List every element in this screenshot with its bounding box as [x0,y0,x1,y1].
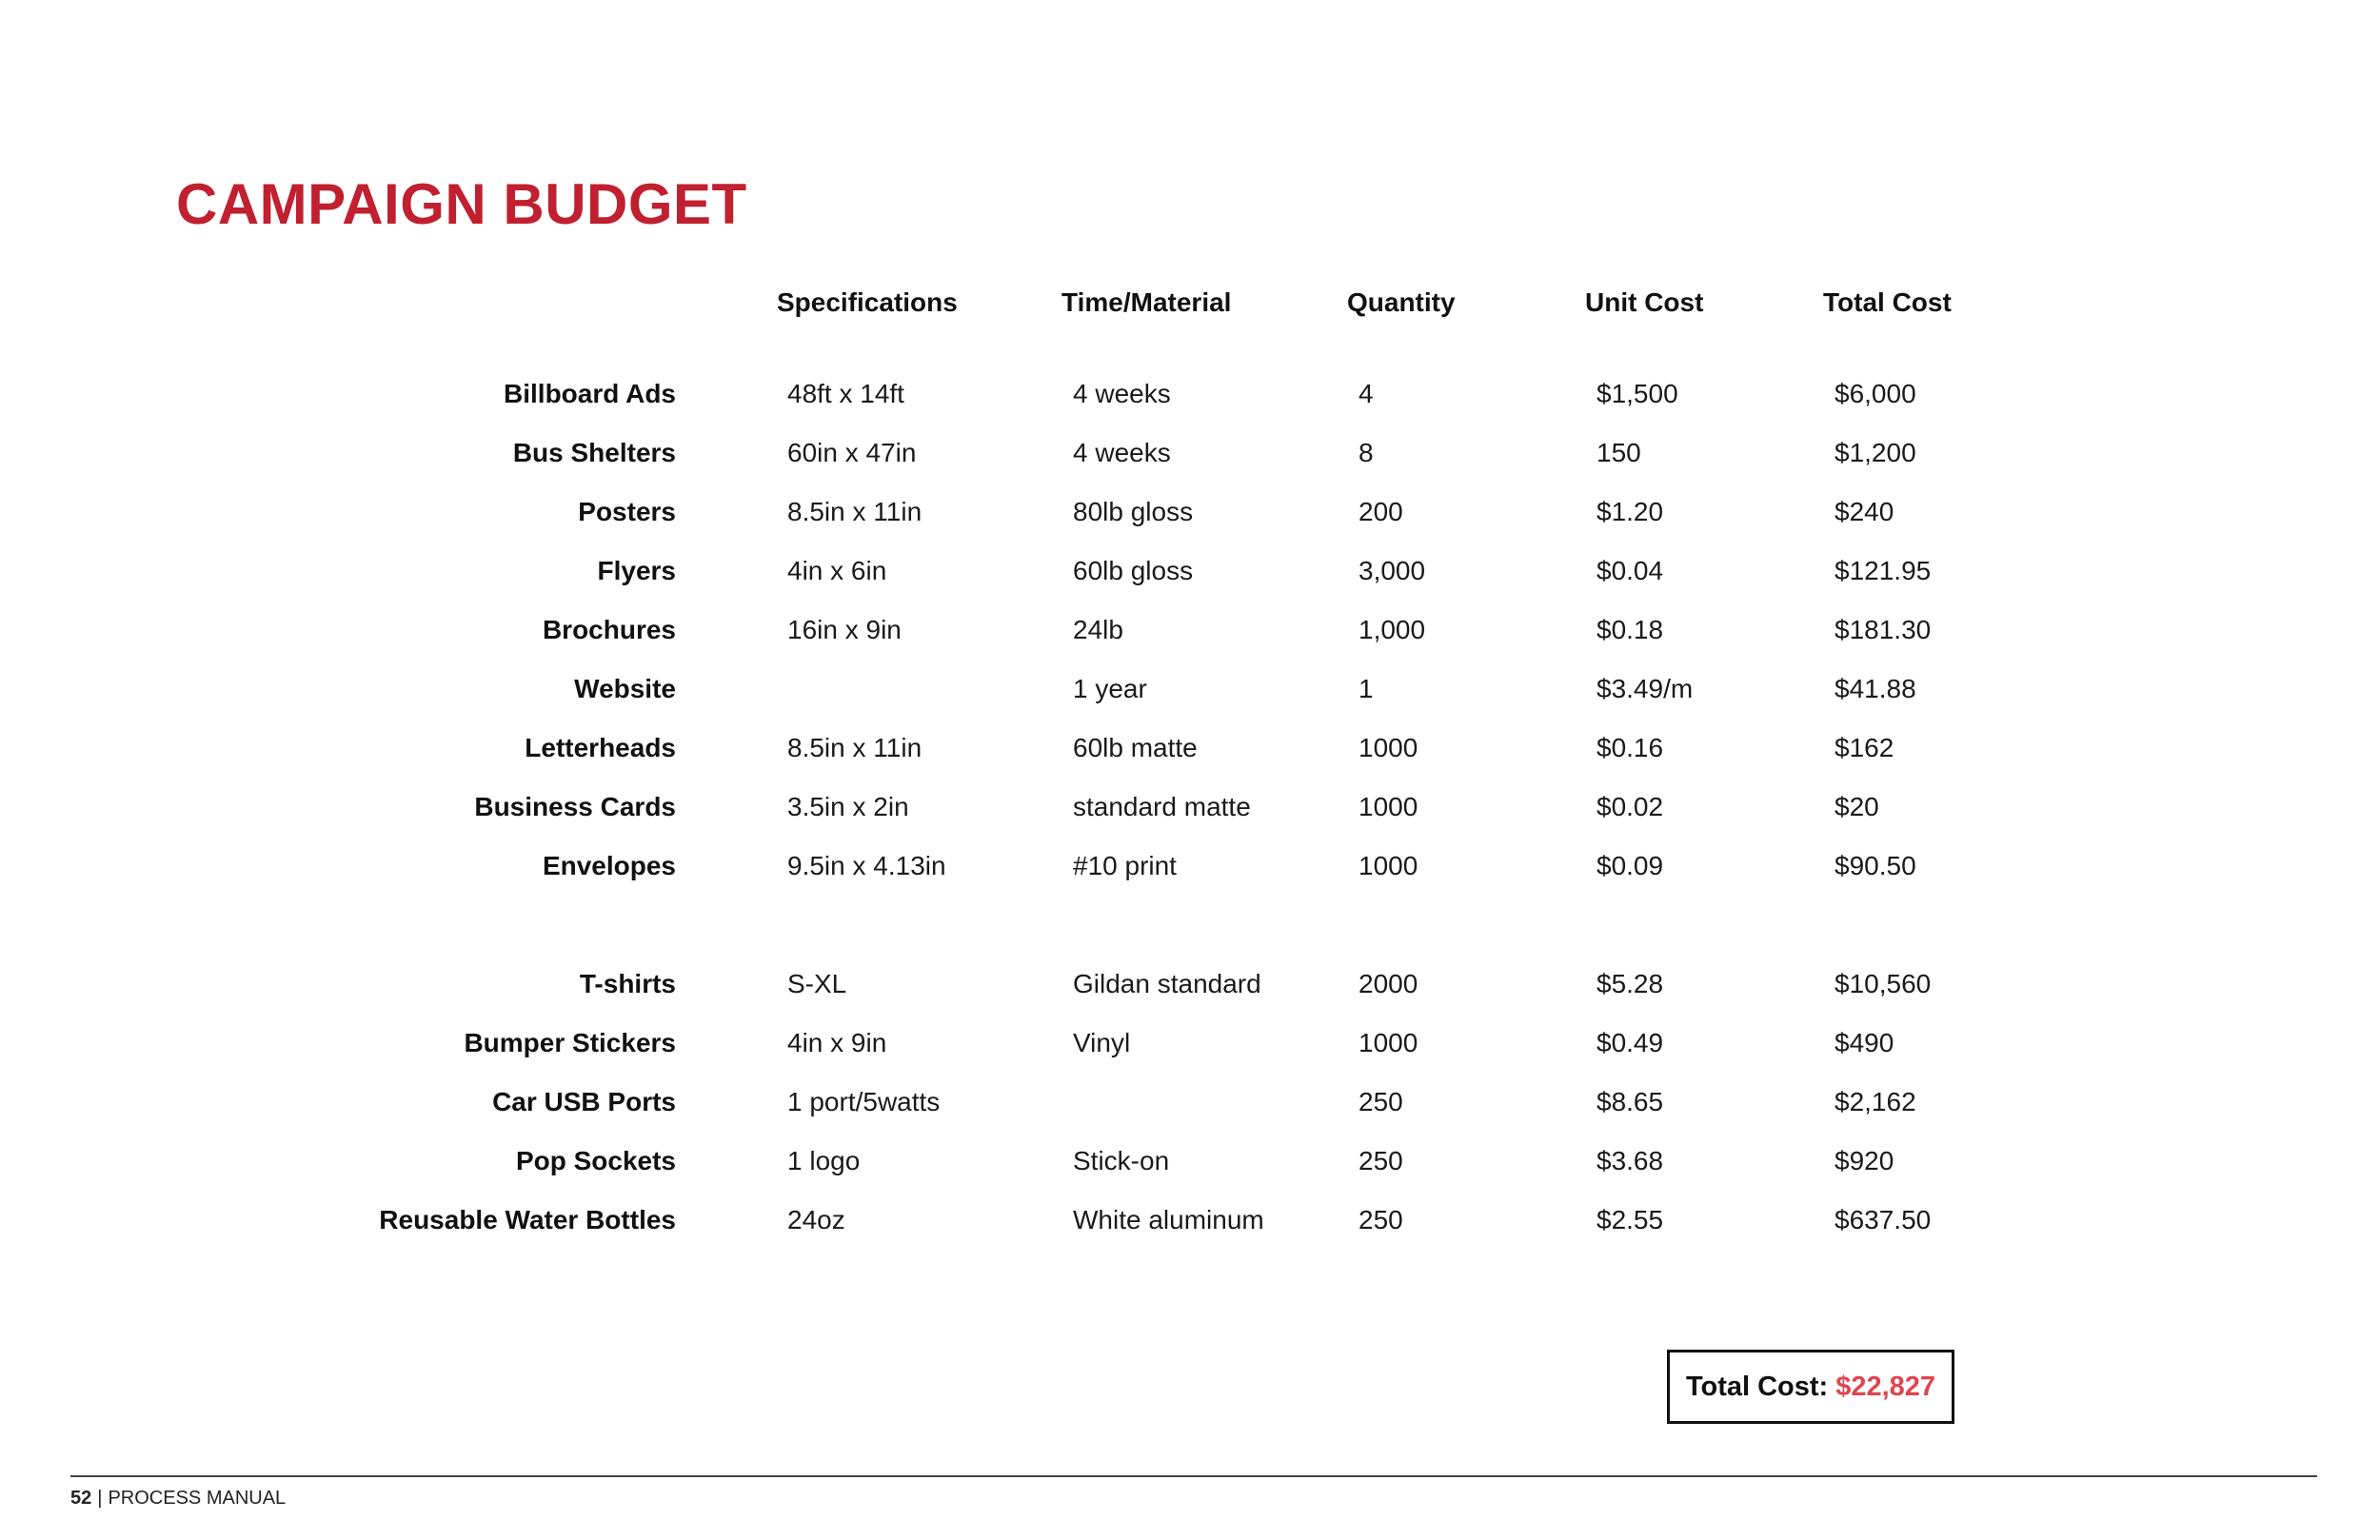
cell-total-cost: $490 [1835,1028,1894,1057]
footer-section-title: PROCESS MANUAL [108,1488,287,1509]
cell-specifications: 1 port/5watts [787,1087,941,1116]
footer-divider [70,1475,2317,1477]
cell-unit-cost: $2.55 [1597,1205,1664,1234]
cell-unit-cost: $0.16 [1597,733,1664,762]
cell-unit-cost: $1,500 [1597,379,1678,408]
cell-unit-cost: $0.18 [1597,615,1664,644]
item-name: Website [574,674,676,703]
cell-quantity: 2000 [1359,969,1418,998]
cell-time-material: Stick-on [1073,1146,1170,1175]
item-name: Letterheads [525,733,676,762]
cell-specifications: 8.5in x 11in [787,497,922,526]
page-footer [70,1485,286,1511]
cell-time-material: 24lb [1073,615,1123,644]
cell-specifications: 4in x 9in [787,1028,887,1057]
cell-total-cost: $637.50 [1835,1205,1932,1234]
total-cost-value: $22,827 [1835,1371,1936,1402]
cell-specifications: 3.5in x 2in [787,792,909,821]
cell-total-cost: $6,000 [1835,379,1916,408]
cell-total-cost: $20 [1835,792,1879,821]
cell-specifications: 1 logo [787,1146,861,1175]
cell-quantity: 1000 [1359,851,1418,880]
table-row [0,550,2380,592]
cell-unit-cost: $0.49 [1597,1028,1664,1057]
cell-unit-cost: $3.49/m [1597,674,1694,703]
table-row [0,668,2380,710]
column-header-specifications: Specifications [777,287,958,317]
page-title: CAMPAIGN BUDGET [176,172,747,236]
cell-unit-cost: $5.28 [1597,969,1664,998]
item-name: Brochures [542,615,676,644]
cell-quantity: 250 [1359,1146,1403,1175]
item-name: Car USB Ports [492,1087,676,1116]
column-header-time-material: Time/Material [1061,287,1232,317]
table-row [0,1081,2380,1123]
cell-time-material: 80lb gloss [1073,497,1194,526]
cell-quantity: 4 [1359,379,1374,408]
cell-time-material: White aluminum [1073,1205,1264,1234]
cell-time-material: 4 weeks [1073,379,1171,408]
item-name: Posters [578,497,676,526]
column-header-quantity: Quantity [1347,287,1456,317]
table-row [0,786,2380,828]
cell-total-cost: $121.95 [1835,556,1932,585]
cell-specifications: 16in x 9in [787,615,902,644]
table-row [0,1140,2380,1182]
cell-quantity: 1000 [1359,1028,1418,1057]
cell-total-cost: $2,162 [1835,1087,1916,1116]
item-name: Reusable Water Bottles [379,1205,676,1234]
page-number: 52 [70,1488,92,1509]
cell-specifications: 9.5in x 4.13in [787,851,946,880]
cell-quantity: 200 [1359,497,1403,526]
table-row [0,1199,2380,1241]
cell-time-material: Vinyl [1073,1028,1131,1057]
table-row [0,373,2380,415]
table-row [0,609,2380,651]
cell-unit-cost: $3.68 [1597,1146,1664,1175]
column-header-total-cost: Total Cost [1823,287,1952,317]
cell-specifications: 4in x 6in [787,556,887,585]
cell-quantity: 3,000 [1359,556,1426,585]
item-name: Pop Sockets [515,1146,676,1175]
cell-total-cost: $10,560 [1835,969,1932,998]
cell-unit-cost: $1.20 [1597,497,1664,526]
cell-quantity: 8 [1359,438,1374,467]
item-name: Flyers [597,556,676,585]
cell-unit-cost: $0.09 [1597,851,1664,880]
cell-time-material: 4 weeks [1073,438,1171,467]
cell-unit-cost: 150 [1597,438,1641,467]
cell-total-cost: $41.88 [1835,674,1916,703]
table-row [0,1022,2380,1064]
cell-specifications: 60in x 47in [787,438,917,467]
column-header-unit-cost: Unit Cost [1585,287,1704,317]
cell-time-material: 1 year [1073,674,1147,703]
cell-specifications: 24oz [787,1205,845,1234]
cell-time-material: #10 print [1073,851,1177,880]
total-cost-label: Total Cost: [1685,1371,1829,1402]
cell-quantity: 1000 [1359,733,1418,762]
cell-quantity: 250 [1359,1087,1403,1116]
cell-total-cost: $920 [1835,1146,1894,1175]
item-name: T-shirts [579,969,676,998]
cell-specifications: S-XL [787,969,847,998]
cell-unit-cost: $0.04 [1597,556,1664,585]
cell-quantity: 250 [1359,1205,1403,1234]
cell-total-cost: $162 [1835,733,1894,762]
item-name: Bus Shelters [512,438,676,467]
item-name: Envelopes [542,851,676,880]
item-name: Bumper Stickers [464,1028,676,1057]
item-name: Billboard Ads [504,379,676,408]
table-row [0,727,2380,769]
footer-separator: | [97,1488,103,1509]
cell-total-cost: $90.50 [1835,851,1916,880]
cell-specifications: 8.5in x 11in [787,733,922,762]
cell-total-cost: $240 [1835,497,1894,526]
cell-specifications: 48ft x 14ft [787,379,904,408]
total-cost-box [1667,1350,1954,1424]
table-row [0,845,2380,887]
cell-quantity: 1000 [1359,792,1418,821]
table-row [0,491,2380,533]
table-row [0,432,2380,474]
cell-unit-cost: $8.65 [1597,1087,1664,1116]
cell-quantity: 1,000 [1359,615,1426,644]
cell-total-cost: $181.30 [1835,615,1932,644]
cell-quantity: 1 [1359,674,1374,703]
item-name: Business Cards [474,792,676,821]
cell-time-material: standard matte [1073,792,1251,821]
cell-time-material: 60lb gloss [1073,556,1194,585]
cell-time-material: 60lb matte [1073,733,1198,762]
cell-total-cost: $1,200 [1835,438,1916,467]
table-row [0,963,2380,1005]
cell-time-material: Gildan standard [1073,969,1261,998]
cell-unit-cost: $0.02 [1597,792,1664,821]
